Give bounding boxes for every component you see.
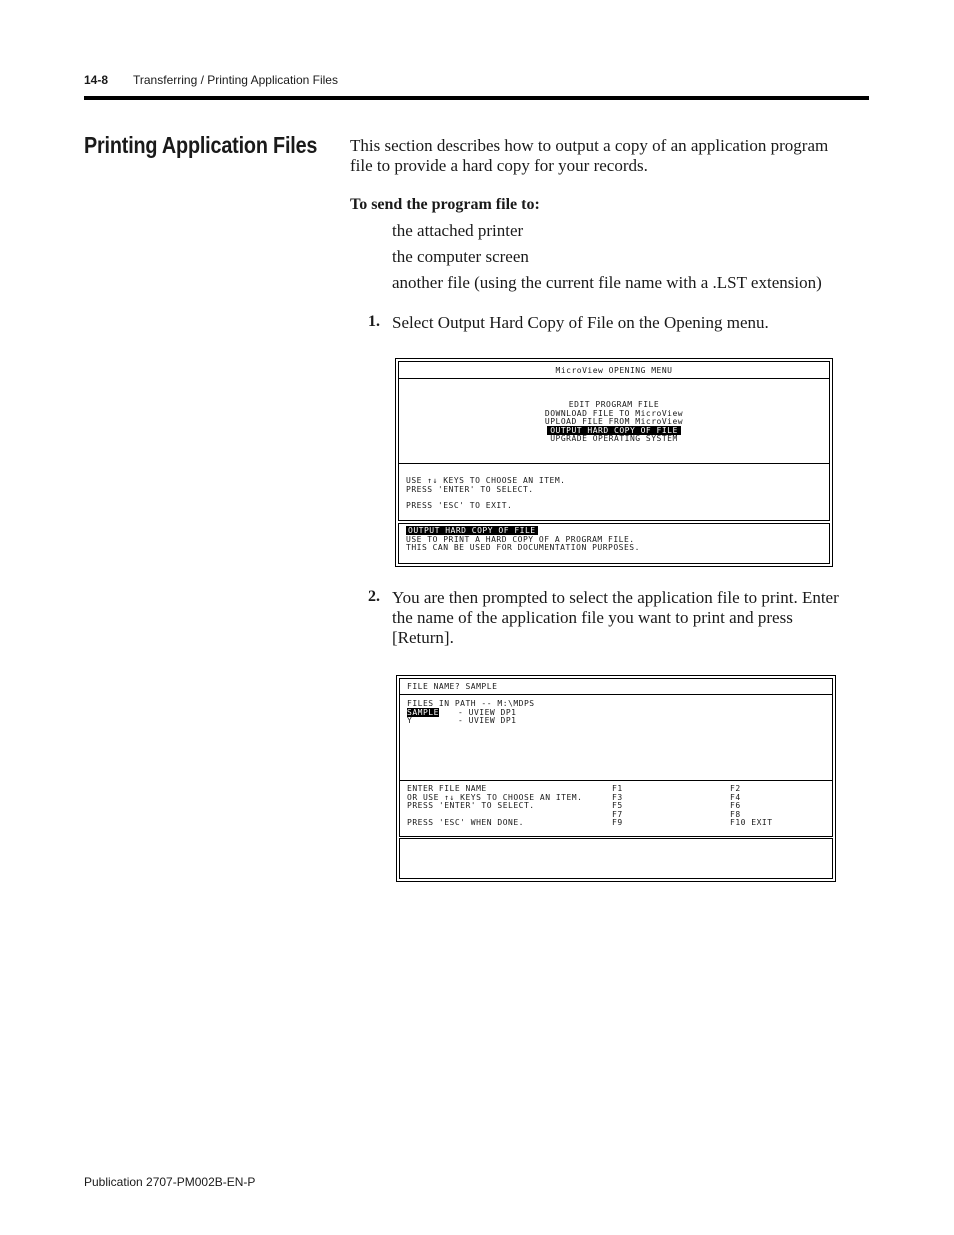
chapter-title: Transferring / Printing Application Files [133,73,338,87]
to-send-label: To send the program file to: [350,196,540,213]
file-name-y[interactable]: Y [407,716,413,725]
step-number: 2. [368,588,380,605]
help-done: PRESS 'ESC' WHEN DONE. [407,818,524,827]
file-name-sample[interactable]: SAMPLE [407,707,439,717]
help-enter-name: ENTER FILE NAME [407,784,487,793]
step-2 [368,588,848,648]
menu-item-upgrade[interactable]: UPGRADE OPERATING SYSTEM [550,434,678,443]
description-line-2: THIS CAN BE USED FOR DOCUMENTATION PURPOSES. [406,543,640,552]
publication-footer: Publication 2707-PM002B-EN-P [84,1175,256,1189]
file-desc-sample: - UVIEW DP1 [458,707,517,717]
fkey-f2[interactable]: F2 [730,784,741,793]
instruction-choose: USE ↑↓ KEYS TO CHOOSE AN ITEM. [406,476,566,485]
step-text: You are then prompted to select the application file to print. Enter the name of the application file you want to print and press [Return]. [392,588,839,647]
files-in-path: FILES IN PATH -- M:\MDPS [407,699,535,708]
menu-item-edit[interactable]: EDIT PROGRAM FILE [568,400,660,409]
option-file: another file (using the current file name with a .LST extension) [392,273,822,292]
step-number: 1. [368,313,380,330]
header-rule [84,96,869,100]
message-panel [399,838,833,879]
fkey-f1[interactable]: F1 [612,784,623,793]
file-list-panel [399,678,833,837]
description-line-1: USE TO PRINT A HARD COPY OF A PROGRAM FILE. [406,534,635,544]
page-number: 14-8 [84,73,109,87]
fkey-f5[interactable]: F5 [612,801,623,810]
fkey-f4[interactable]: F4 [730,792,741,802]
menu-item-upload[interactable]: UPLOAD FILE FROM MicroView [544,417,684,426]
file-name-prompt[interactable]: FILE NAME? SAMPLE [407,682,498,691]
help-select: PRESS 'ENTER' TO SELECT. [407,801,535,810]
section-title: Printing Application Files [84,132,318,158]
file-desc-y: - UVIEW DP1 [458,716,517,725]
instruction-select: PRESS 'ENTER' TO SELECT. [406,484,534,494]
fkey-f10-exit[interactable]: F10 EXIT [730,818,773,827]
fkey-f6[interactable]: F6 [730,801,741,810]
menu-item-download[interactable]: DOWNLOAD FILE TO MicroView [544,408,684,418]
instruction-exit: PRESS 'ESC' TO EXIT. [406,501,513,510]
menu-item-output-hard-copy[interactable]: OUTPUT HARD COPY OF FILE [547,426,681,435]
step-text: Select Output Hard Copy of File on the Opening menu. [392,313,769,332]
opening-menu-panel [398,361,830,521]
file-name-screen [396,675,836,882]
description-panel [398,523,830,564]
fkey-f9[interactable]: F9 [612,818,623,827]
intro-paragraph: This section describes how to output a copy of an application program file to provide a hard copy for your records. [350,136,829,175]
description-title: OUTPUT HARD COPY OF FILE [408,526,536,535]
help-choose: OR USE ↑↓ KEYS TO CHOOSE AN ITEM. [407,792,583,802]
fkey-f3[interactable]: F3 [612,792,623,802]
menu-title: MicroView OPENING MENU [555,366,673,375]
opening-menu-screen [395,358,833,567]
option-printer: the attached printer [392,221,524,240]
fkey-f8[interactable]: F8 [730,809,741,819]
fkey-f7[interactable]: F7 [612,809,623,819]
step-1 [368,313,848,333]
option-screen: the computer screen [392,247,529,266]
